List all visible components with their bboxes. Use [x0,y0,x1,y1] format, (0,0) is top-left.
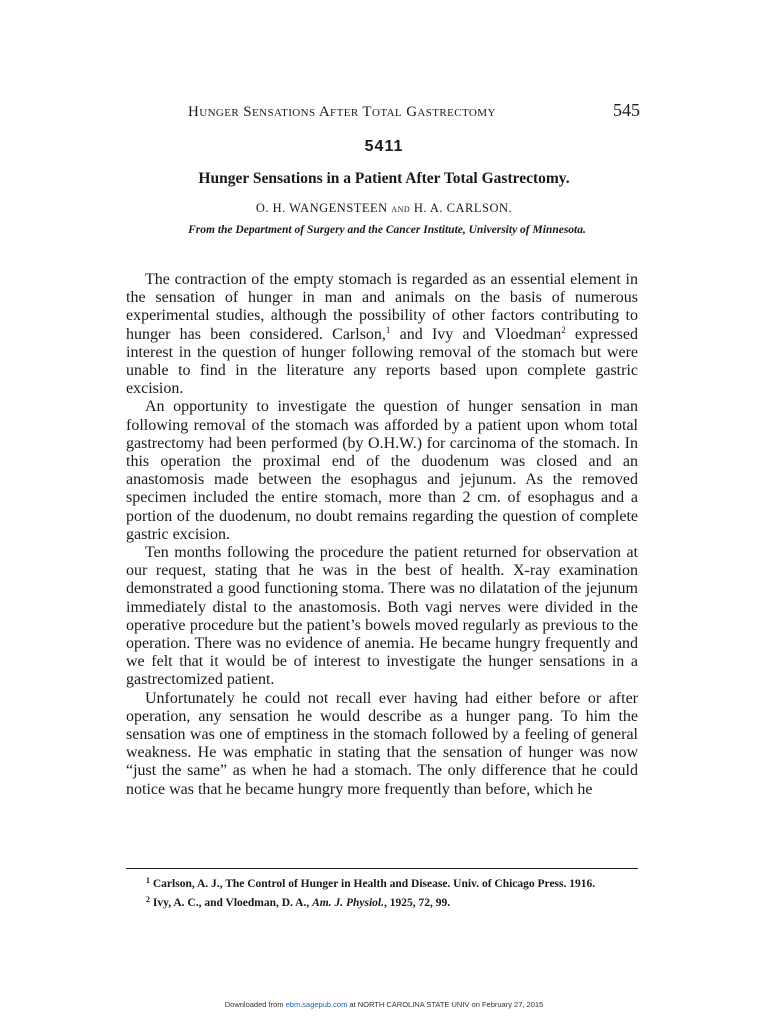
author-2: H. A. CARLSON. [413,201,513,215]
article-title: Hunger Sensations in a Patient After Total Gastrectomy. [198,170,570,187]
author-conjunction: and [391,203,411,215]
footnote-2-year: , 1925, [384,897,419,909]
footnote-1-mark: 1 [146,876,150,885]
page-number: 545 [613,100,640,120]
footnote-2-mark: 2 [146,895,150,904]
download-suffix: at NORTH CAROLINA STATE UNIV on February 27, 2015 [347,1000,544,1009]
footnote-divider [126,868,638,869]
footnote-2-volume: 72 [418,897,430,909]
footnote-2-pages: , 99. [430,897,451,909]
affiliation: From the Department of Surgery and the Cancer Institute, University of Minnesota. [188,224,586,236]
footnote-1 [126,873,638,892]
paragraph-1-text-a: The contraction of the empty stomach is regarded as an essential element in the sensation of hunger in man and animals on the basis of numerous experimental studies, although the possibility of other factors contributing to hunger has been considered. Carlson, [126,271,638,343]
paragraph-1-text-c: expressed interest in the question of hunger following removal of the stomach but were unable to find in the literature any reports based upon complete gastric excision. [126,325,638,398]
paragraph-1-text-b: and Ivy and Vloedman [390,325,562,343]
authors [0,201,768,216]
paragraph-2: An opportunity to investigate the question of hunger sensation in man following removal of the stomach was afforded by a patient upon whom total gastrectomy had been performed (by O.H.W.) for carcinoma of the stomach. In this operation the proximal end of the duodenum was closed and an anastomosis made between the esophagus and jejunum. As the removed specimen included the entire stomach, more than 2 cm. of esophagus and a portion of the duodenum, no doubt remains regarding the question of complete gastric excision. [126,398,638,543]
running-title: Hunger Sensations After Total Gastrectomy [188,104,496,120]
article-number: 5411 [364,138,404,155]
paragraph-4: Unfortunately he could not recall ever having had either before or after operation, any sensation he would describe as a hunger pang. To him the sensation was one of emptiness in the stomach followed by a feeling of general weakness. He was emphatic in stating that the sensation of hunger was now “just the same” as when he had a stomach. The only difference that he could notice was that he became hungry more frequently than before, which he [126,689,638,798]
paragraph-1 [126,271,638,398]
author-1: O. H. WANGENSTEEN [255,201,388,215]
running-head [128,100,640,128]
footnote-1-text: Carlson, A. J., The Control of Hunger in Health and Disease. Univ. of Chicago Press. 1916. [152,878,596,890]
paragraph-3: Ten months following the procedure the patient returned for observation at our request, stating that he was in the best of health. X-ray examination demonstrated a good functioning stoma. There was no dilatation of the jejunum immediately distal to the anastomosis. Both vagi nerves were divided in the operative procedure but the patient’s bowels moved regularly as previous to the operation. There was no evidence of anemia. He became hungry frequently and we felt that it would be of interest to investigate the hunger sensations in a gastrectomized patient. [126,544,638,689]
publisher-link[interactable]: ebm.sagepub.com [285,1000,348,1009]
citation-2-mark: 2 [561,324,566,335]
footnotes [126,873,638,911]
download-prefix: Downloaded from [224,1000,286,1009]
citation-1-mark: 1 [385,324,391,335]
footnote-2-journal: Am. J. Physiol. [312,897,384,909]
footnote-2 [126,892,638,911]
article-body [126,271,638,799]
footnote-2-authors: Ivy, A. C., and Vloedman, D. A., [152,897,313,909]
download-notice [0,1000,768,1009]
